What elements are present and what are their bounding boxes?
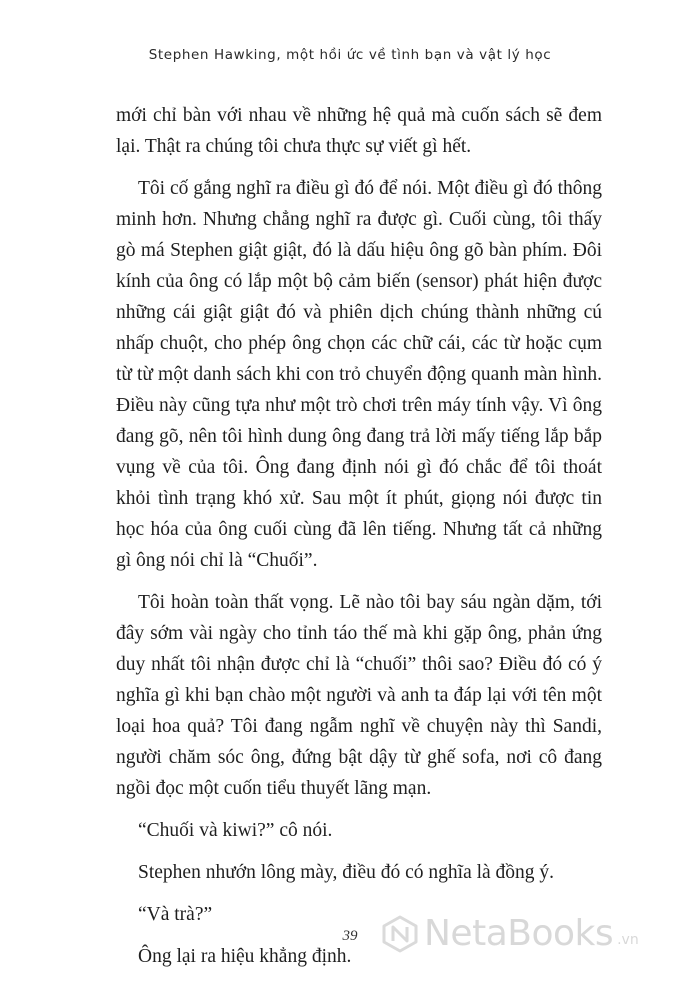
watermark-brand: NetaBooks [424, 913, 614, 954]
paragraph: Tôi cố gắng nghĩ ra điều gì đó để nói. Một điều gì đó thông minh hơn. Nhưng chẳng nghĩ ra được gì. Cuối cùng, tôi thấy gò má Stephen giật giật, đó là dấu hiệu ông gõ bàn phím. Đôi kính của ông có lắp một bộ cảm biến (sensor) phát hiện được những cái giật giật đó và phiên dịch chúng thành những cú nhấp chuột, cho phép ông chọn các chữ cái, các từ hoặc cụm từ từ một danh sách khi con trỏ chuyển động quanh màn hình. Điều này cũng tựa như một trò chơi trên máy tính vậy. Vì ông đang gõ, nên tôi hình dung ông đang trả lời mấy tiếng lắp bắp vụng về của tôi. Ông đang định nói gì đó chắc để tôi thoát khỏi tình trạng khó xử. Sau một ít phút, giọng nói được tin học hóa của ông cuối cùng đã lên tiếng. Nhưng tất cả những gì ông nói chỉ là “Chuối”. [116, 178, 602, 571]
paragraph: Tôi hoàn toàn thất vọng. Lẽ nào tôi bay sáu ngàn dặm, tới đây sớm vài ngày cho tỉnh táo thế mà khi gặp ông, phản ứng duy nhất tôi nhận được chỉ là “chuối” thôi sao? Điều đó có ý nghĩa gì khi bạn chào một người và anh ta đáp lại với tên một loại hoa quả? Tôi đang ngẫm nghĩ về chuyện này thì Sandi, người chăm sóc ông, đứng bật dậy từ ghế sofa, nơi cô đang ngồi đọc một cuốn tiểu thuyết lãng mạn. [116, 592, 602, 799]
netabooks-logo-icon [380, 914, 420, 954]
dialogue-line: “Và trà?” [138, 904, 213, 925]
watermark [380, 914, 639, 954]
page-number: 39 [342, 928, 358, 944]
page-body [116, 98, 602, 983]
paragraph: Ông lại ra hiệu khẳng định. [138, 946, 352, 967]
watermark-suffix: .vn [617, 932, 639, 948]
paragraph: Stephen nhướn lông mày, điều đó có nghĩa là đồng ý. [138, 862, 555, 883]
dialogue-line: “Chuối và kiwi?” cô nói. [138, 820, 333, 841]
running-head-title: Stephen Hawking, một hồi ức về tình bạn và vật lý học [148, 47, 552, 63]
paragraph-continuation: mới chỉ bàn với nhau về những hệ quả mà cuốn sách sẽ đem lại. Thật ra chúng tôi chưa thực sự viết gì hết. [116, 105, 602, 157]
